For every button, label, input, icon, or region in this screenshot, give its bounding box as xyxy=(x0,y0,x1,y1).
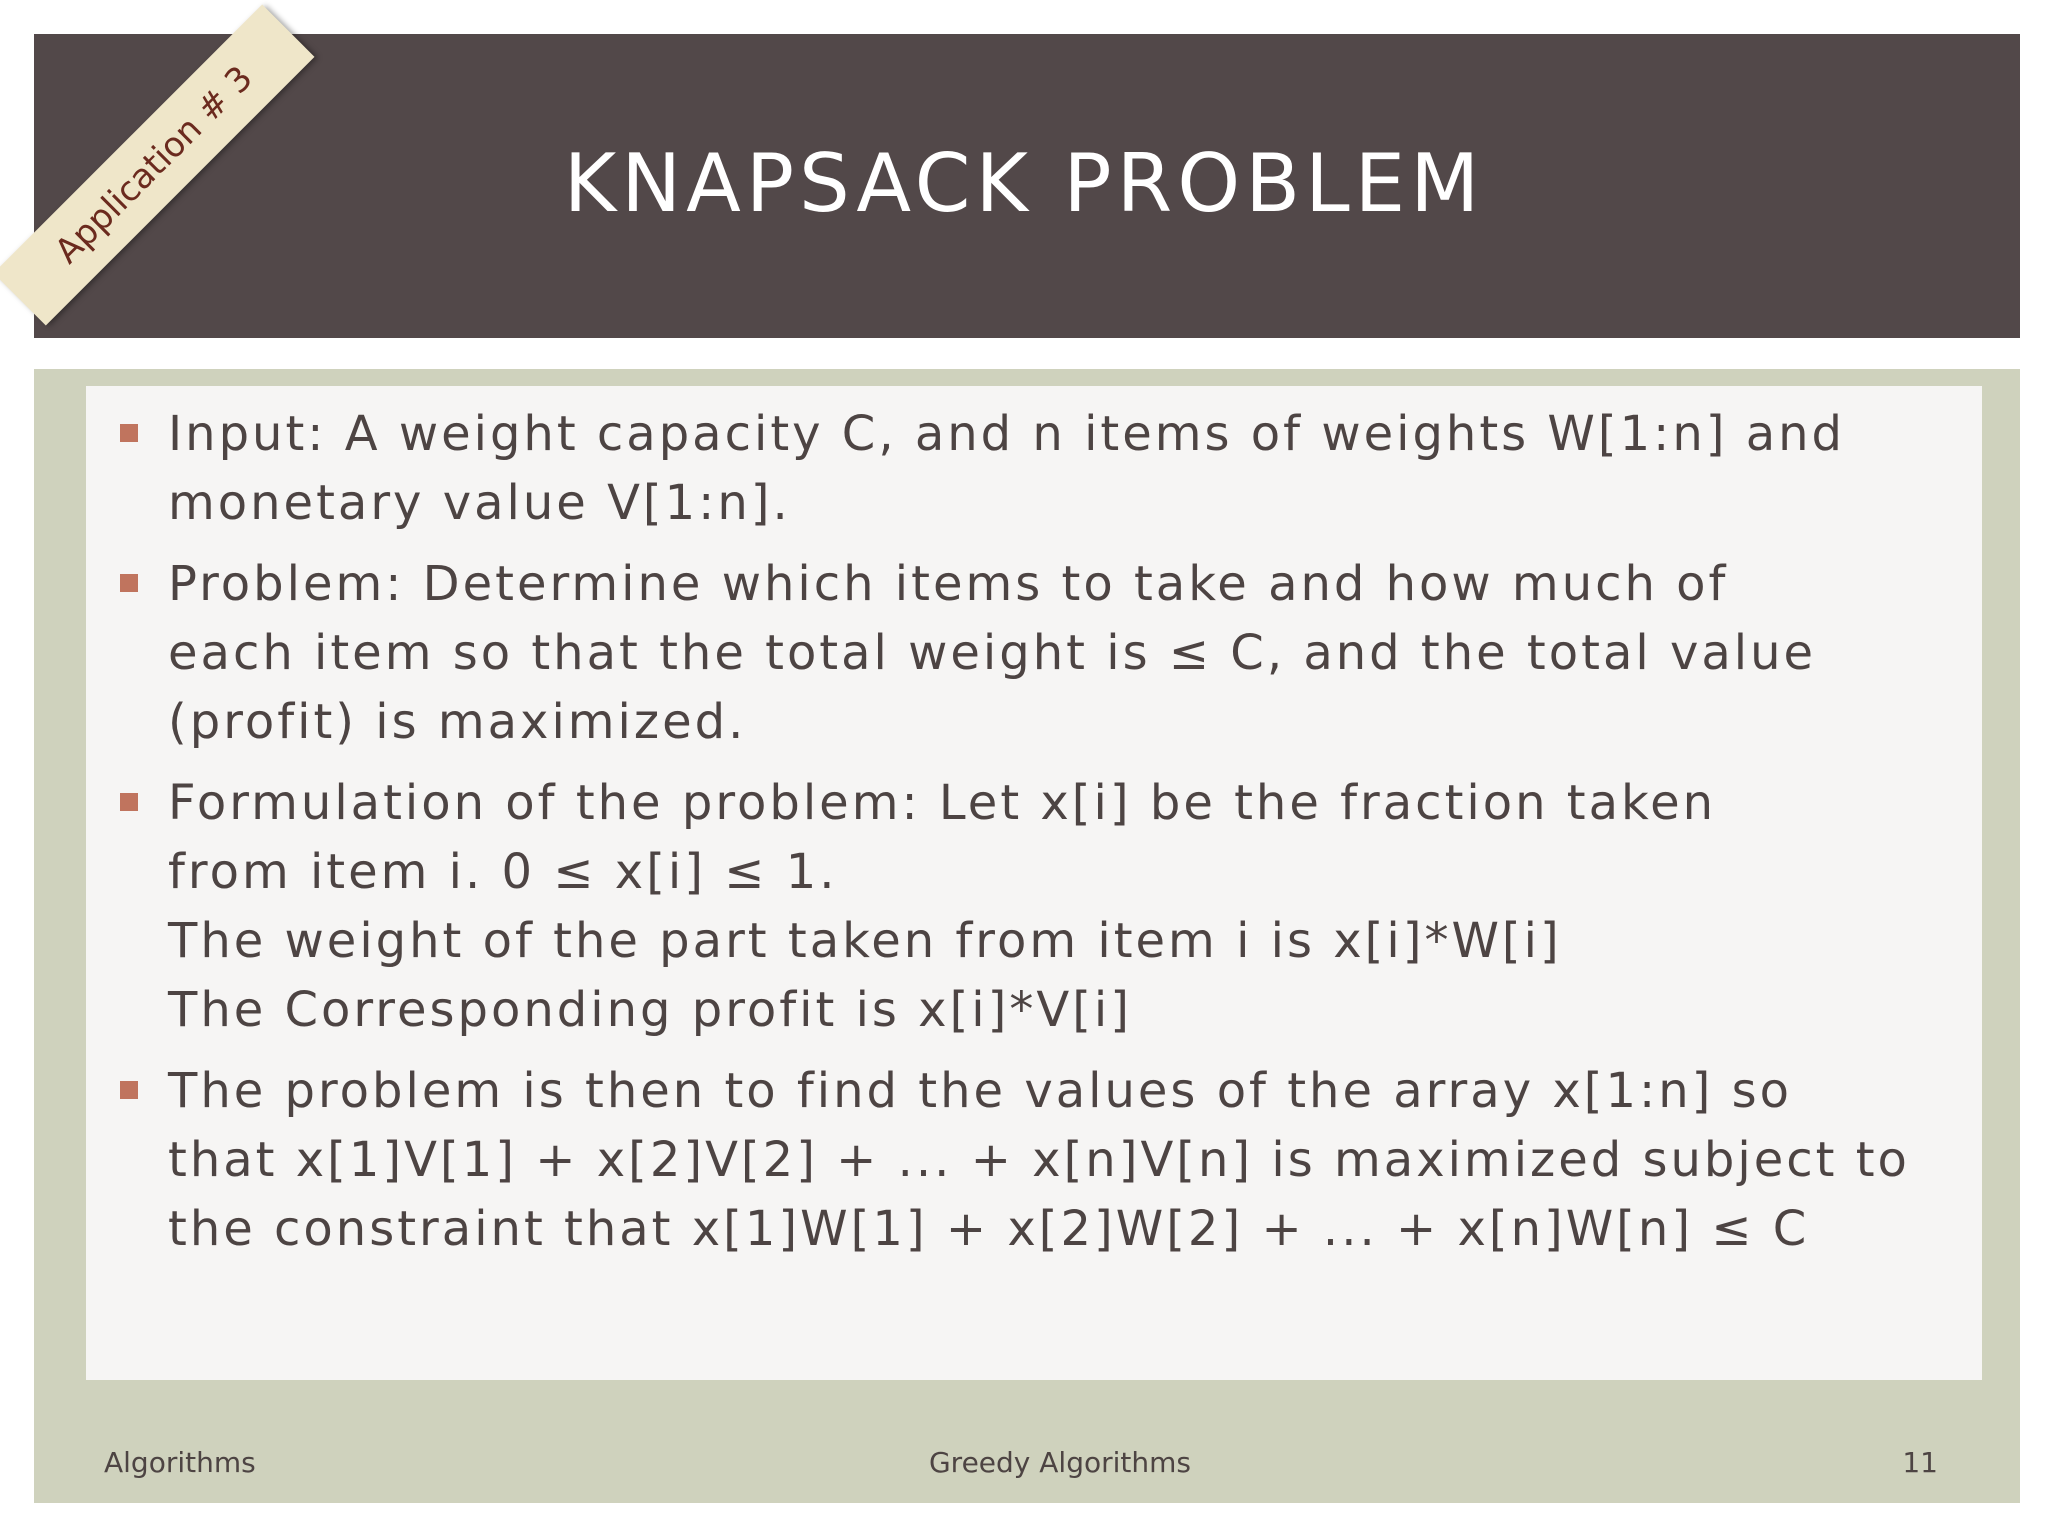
bullet-problem xyxy=(120,550,1960,757)
footer-topic: Greedy Algorithms xyxy=(928,1446,1191,1479)
bullet-line: The problem is then to find the values of the array x[1:n] so xyxy=(168,1063,1792,1119)
square-bullet-icon xyxy=(120,574,138,592)
footer-course: Algorithms xyxy=(104,1446,256,1479)
bullet-line: monetary value V[1:n]. xyxy=(168,475,791,531)
bullet-line: each item so that the total weight is ≤ C, and the total value xyxy=(168,625,1817,681)
bullet-input xyxy=(120,400,1960,538)
bullet-line: the constraint that x[1]W[1] + x[2]W[2] + ... + x[n]W[n] ≤ C xyxy=(168,1201,1810,1257)
bullet-line: The Corresponding profit is x[i]*V[i] xyxy=(168,982,1132,1038)
application-ribbon: Application # 3 xyxy=(0,4,315,325)
bullet-line: The weight of the part taken from item i is x[i]*W[i] xyxy=(168,913,1562,969)
slide-title: KNAPSACK PROBLEM xyxy=(563,136,1485,230)
bullet-line: that x[1]V[1] + x[2]V[2] + ... + x[n]V[n] is maximized subject to xyxy=(168,1132,1910,1188)
bullet-list xyxy=(120,400,1960,1276)
square-bullet-icon xyxy=(120,793,138,811)
bullet-objective xyxy=(120,1057,1960,1264)
page-number: 11 xyxy=(1902,1446,1938,1479)
bullet-line: Problem: Determine which items to take and how much of xyxy=(168,556,1729,612)
square-bullet-icon xyxy=(120,1081,138,1099)
bullet-line: Input: A weight capacity C, and n items of weights W[1:n] and xyxy=(168,406,1846,462)
square-bullet-icon xyxy=(120,424,138,442)
bullet-line: from item i. 0 ≤ x[i] ≤ 1. xyxy=(168,844,838,900)
bullet-line: Formulation of the problem: Let x[i] be the fraction taken xyxy=(168,775,1717,831)
bullet-formulation xyxy=(120,769,1960,1045)
bullet-line: (profit) is maximized. xyxy=(168,694,747,750)
